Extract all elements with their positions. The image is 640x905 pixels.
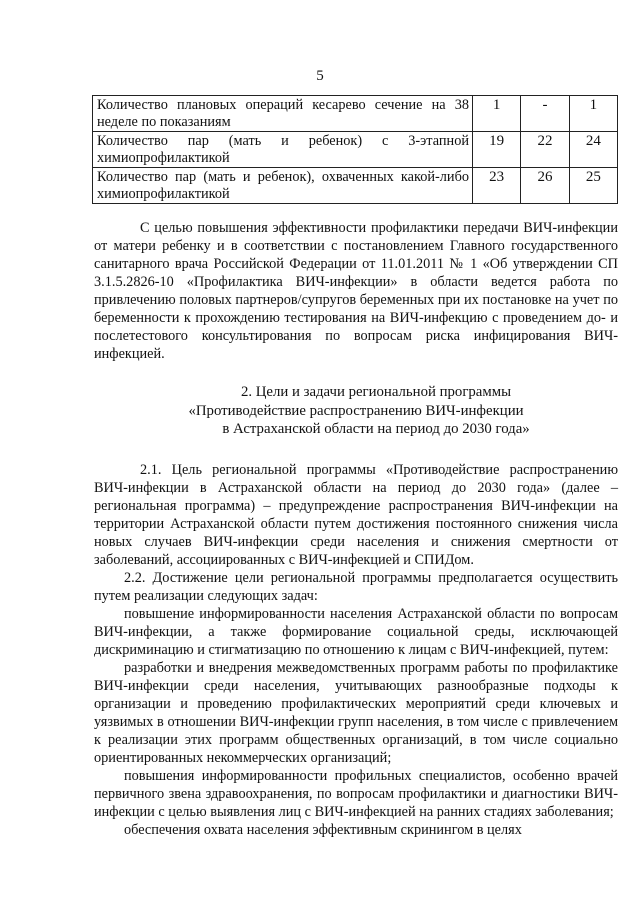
table-cell: 1 — [569, 96, 617, 132]
paragraph-task: обеспечения охвата населения эффективным скринингом в целях — [124, 821, 522, 838]
table-cell: 22 — [521, 132, 569, 168]
section-heading-line: в Астраханской области на период до 2030 года» — [222, 421, 530, 437]
paragraph-task: повышение информированности населения Астраханской области по вопросам ВИЧ-инфекции, а также формирование социальной среды, исключающей дискриминацию и стигматизацию по отношению к лицам с ВИЧ-инфекцией, путем: — [94, 605, 618, 658]
table-row — [93, 96, 618, 132]
paragraph-task: разработки и внедрения межведомственных программ работы по профилактике ВИЧ-инфекции среди населения, учитывающих разнообразные подходы к организации и проведению профилактических мероприятий среди ключевых и уязвимых в отношении ВИЧ-инфекции групп населения, в том числе с привлечением к реализации этих программ общественных организаций, в том числе социально ориентированных некоммерческих организаций; — [94, 659, 618, 766]
section-heading — [94, 383, 618, 439]
table-cell: 1 — [473, 96, 521, 132]
table-cell: 19 — [473, 132, 521, 168]
paragraph-tasks-intro: 2.2. Достижение цели региональной программы предполагается осуществить путем реализации следующих задач: — [94, 569, 618, 604]
table-row-label: Количество плановых операций кесарево сечение на 38 неделе по показаниям — [93, 96, 473, 132]
table-cell: - — [521, 96, 569, 132]
table-cell: 23 — [473, 168, 521, 204]
statistics-table — [92, 95, 618, 204]
table-cell: 24 — [569, 132, 617, 168]
paragraph-goal: 2.1. Цель региональной программы «Противодействие распространению ВИЧ-инфекции в Астраханской области на период до 2030 года» (далее – региональная программа) – предупреждение распространения ВИЧ-инфекции на территории Астраханской области путем достижения постоянного снижения числа новых случаев ВИЧ-инфекции среди населения и снижения смертности от заболеваний, ассоциированных с ВИЧ-инфекцией и СПИДом. — [94, 461, 618, 568]
table-row-label: Количество пар (мать и ребенок), охваченных какой-либо химиопрофилактикой — [93, 168, 473, 204]
intro-paragraph: С целью повышения эффективности профилактики передачи ВИЧ-инфекции от матери ребенку и в соответствии с постановлением Главного государственного санитарного врача Российской Федерации от 11.01.2011 № 1 «Об утверждении СП 3.1.5.2826-10 «Профилактика ВИЧ-инфекции» в области ведется работа по привлечению половых партнеров/супругов беременных при их постановке на учет по беременности к прохождению тестирования на ВИЧ-инфекцию с проведением до- и послетестового консультирования по вопросам риска инфицирования ВИЧ-инфекцией. — [94, 220, 618, 362]
document-body — [94, 219, 618, 839]
table-cell: 26 — [521, 168, 569, 204]
table-row — [93, 168, 618, 204]
page-number: 5 — [316, 68, 324, 84]
table-cell: 25 — [569, 168, 617, 204]
section-heading-line: «Противодействие распространению ВИЧ-инфекции — [188, 402, 524, 419]
section-heading-line: 2. Цели и задачи региональной программы — [240, 384, 512, 400]
paragraph-task: повышения информированности профильных специалистов, особенно врачей первичного звена здравоохранения, по вопросам профилактики и диагностики ВИЧ-инфекции с целью выявления лиц с ВИЧ-инфекцией на ранних стадиях заболевания; — [94, 767, 618, 820]
table-row-label: Количество пар (мать и ребенок) с 3-этапной химиопрофилактикой — [93, 132, 473, 168]
table-row — [93, 132, 618, 168]
